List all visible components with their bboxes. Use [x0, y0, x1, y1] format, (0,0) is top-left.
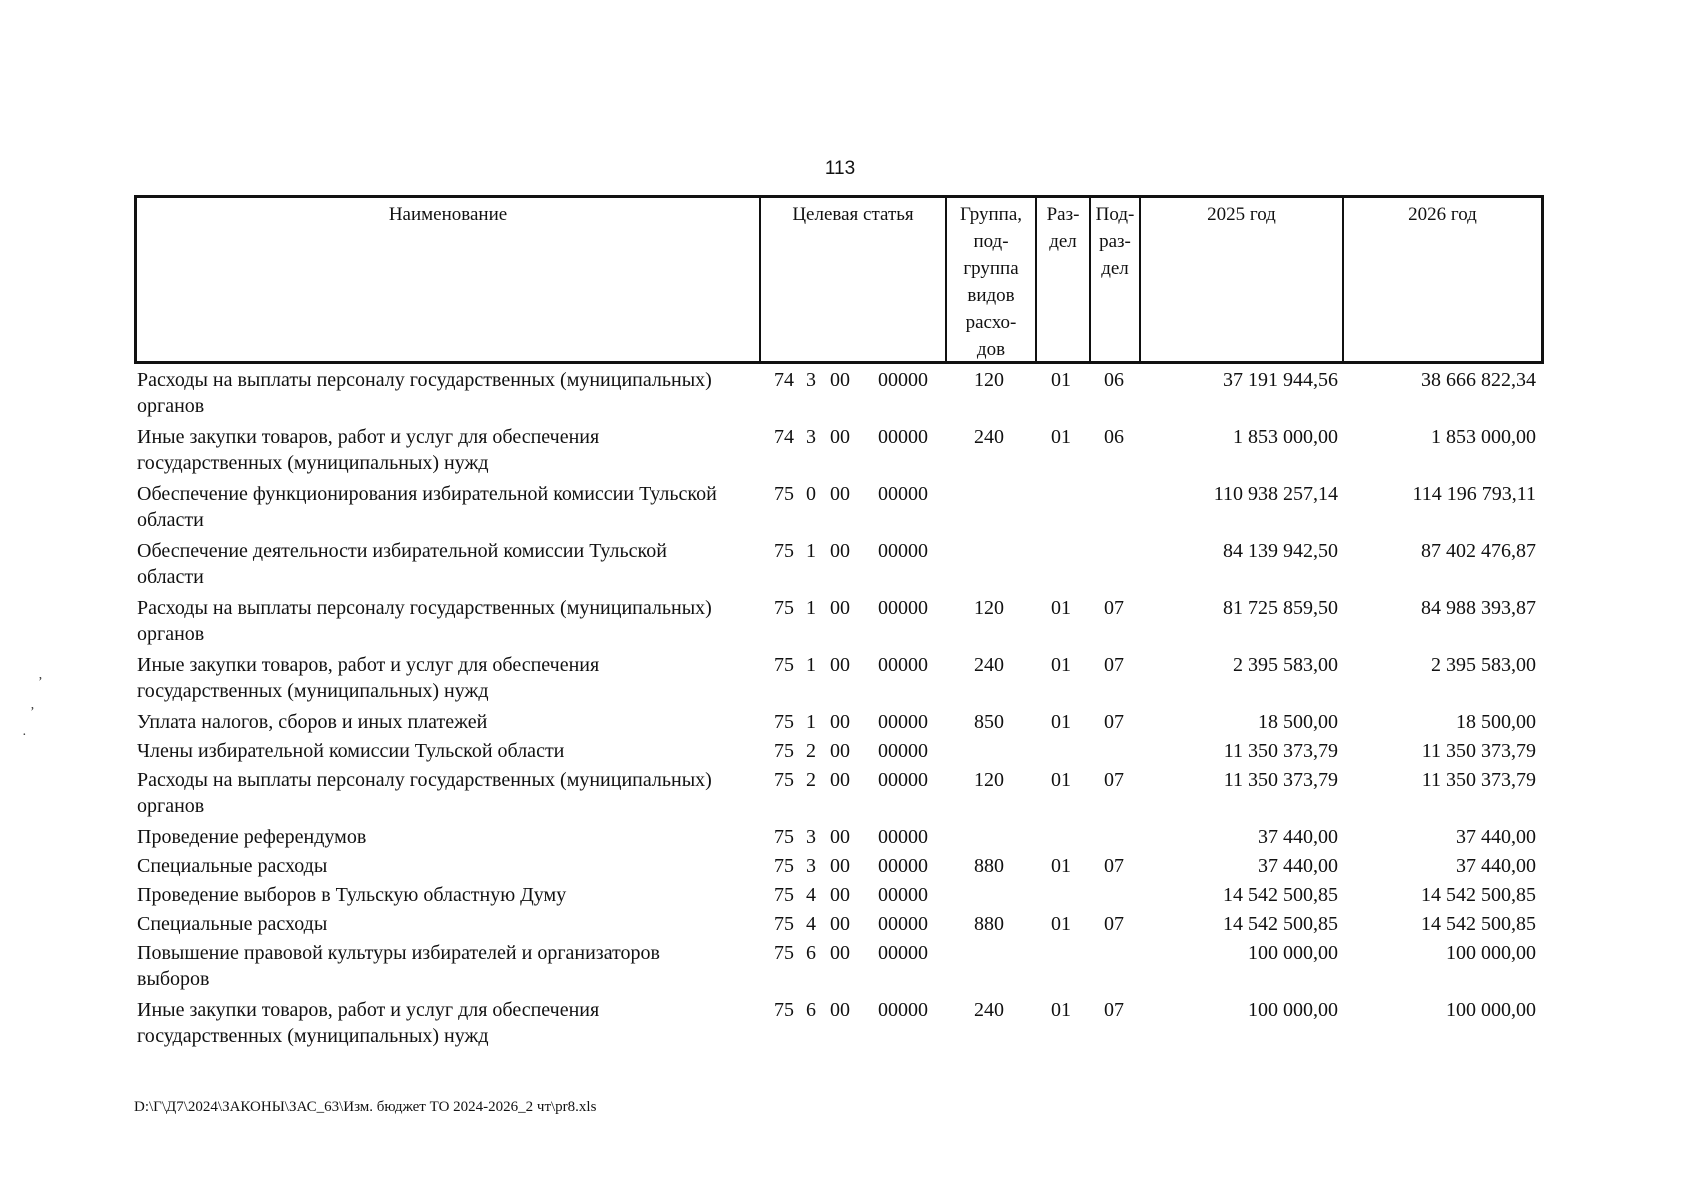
row-cell-grp: 240: [974, 426, 1004, 448]
row-cell-v2025: 11 350 373,79: [1223, 740, 1338, 762]
row-cell-c2: 3: [806, 369, 816, 391]
row-cell-c2: 2: [806, 740, 816, 762]
row-cell-c3: 00: [830, 597, 850, 619]
row-cell-c4: 00000: [878, 369, 928, 391]
header-section-line: дел: [1049, 231, 1077, 252]
row-cell-c2: 6: [806, 999, 816, 1021]
row-cell-sec: 01: [1051, 769, 1071, 791]
row-cell-c1: 75: [774, 999, 794, 1021]
row-cell-c2: 3: [806, 855, 816, 877]
row-cell-c1: 75: [774, 769, 794, 791]
table-row: [134, 366, 1544, 423]
table-row: [134, 423, 1544, 480]
row-cell-c2: 1: [806, 654, 816, 676]
row-cell-sec: 01: [1051, 855, 1071, 877]
table-row: [134, 537, 1544, 594]
footer-file-path: D:\Г\Д7\2024\ЗАКОНЫ\ЗАС_63\Изм. бюджет ТО 2024-2026_2 чт\pr8.xls: [134, 1099, 597, 1115]
table-header: [134, 195, 1544, 364]
table-row: [134, 480, 1544, 537]
row-cell-v2026: 100 000,00: [1446, 999, 1536, 1021]
row-cell-v2026: 37 440,00: [1456, 855, 1536, 877]
table-row: [134, 651, 1544, 708]
row-cell-sub: 07: [1104, 999, 1124, 1021]
row-cell-c2: 4: [806, 913, 816, 935]
table-row: [134, 996, 1544, 1053]
row-cell-c2: 3: [806, 426, 816, 448]
header-2026-label: 2026 год: [1408, 204, 1477, 225]
row-cell-v2026: 14 542 500,85: [1421, 913, 1536, 935]
row-cell-sec: 01: [1051, 999, 1071, 1021]
row-cell-c1: 75: [774, 483, 794, 505]
row-name: Иные закупки товаров, работ и услуг для обеспечения государственных (муниципальных) нужд: [137, 999, 600, 1047]
header-subsection: [1091, 198, 1141, 361]
row-cell-v2026: 100 000,00: [1446, 942, 1536, 964]
row-cell-c3: 00: [830, 426, 850, 448]
row-name: Иные закупки товаров, работ и услуг для обеспечения государственных (муниципальных) нужд: [137, 654, 600, 702]
row-name: Члены избирательной комиссии Тульской области: [137, 740, 565, 762]
header-subsection-line: дел: [1101, 258, 1129, 279]
row-cell-v2026: 14 542 500,85: [1421, 884, 1536, 906]
row-cell-sec: 01: [1051, 426, 1071, 448]
row-cell-c4: 00000: [878, 711, 928, 733]
row-cell-c1: 75: [774, 942, 794, 964]
row-name: Иные закупки товаров, работ и услуг для обеспечения государственных (муниципальных) нужд: [137, 426, 600, 474]
scan-speck: ·: [22, 728, 27, 743]
row-name: Расходы на выплаты персоналу государственных (муниципальных) органов: [137, 769, 712, 817]
row-cell-c3: 00: [830, 769, 850, 791]
header-name-label: Наименование: [388, 204, 508, 225]
row-cell-c2: 1: [806, 540, 816, 562]
row-cell-c1: 75: [774, 855, 794, 877]
row-name: Проведение выборов в Тульскую областную Думу: [137, 884, 567, 906]
row-cell-c3: 00: [830, 999, 850, 1021]
row-cell-grp: 880: [974, 855, 1004, 877]
row-cell-c4: 00000: [878, 769, 928, 791]
row-cell-c4: 00000: [878, 654, 928, 676]
row-cell-c3: 00: [830, 654, 850, 676]
table-row: [134, 708, 1544, 737]
row-cell-c3: 00: [830, 855, 850, 877]
row-cell-sec: 01: [1051, 369, 1071, 391]
header-target: [761, 198, 947, 361]
row-cell-c1: 75: [774, 913, 794, 935]
row-cell-v2025: 84 139 942,50: [1223, 540, 1338, 562]
header-group-line: под-: [973, 231, 1009, 252]
header-subsection-line: раз-: [1099, 231, 1131, 252]
table-row: [134, 823, 1544, 852]
row-name: Обеспечение деятельности избирательной комиссии Тульской области: [137, 540, 667, 588]
row-cell-c2: 3: [806, 826, 816, 848]
header-group-line: Группа,: [959, 204, 1023, 225]
row-cell-grp: 880: [974, 913, 1004, 935]
scan-speck: ʼ: [30, 705, 35, 720]
row-cell-c2: 0: [806, 483, 816, 505]
row-cell-sec: 01: [1051, 654, 1071, 676]
row-cell-v2026: 1 853 000,00: [1431, 426, 1536, 448]
row-cell-v2025: 14 542 500,85: [1223, 884, 1338, 906]
row-cell-c4: 00000: [878, 426, 928, 448]
row-cell-grp: 240: [974, 654, 1004, 676]
row-cell-v2025: 100 000,00: [1248, 999, 1338, 1021]
row-cell-v2026: 87 402 476,87: [1421, 540, 1536, 562]
row-cell-c1: 75: [774, 740, 794, 762]
row-cell-c1: 75: [774, 654, 794, 676]
row-cell-sec: 01: [1051, 597, 1071, 619]
row-cell-c2: 1: [806, 711, 816, 733]
row-cell-c4: 00000: [878, 855, 928, 877]
row-cell-grp: 120: [974, 369, 1004, 391]
row-cell-sec: 01: [1051, 913, 1071, 935]
row-cell-v2025: 100 000,00: [1248, 942, 1338, 964]
row-cell-v2026: 11 350 373,79: [1421, 740, 1536, 762]
table-row: [134, 766, 1544, 823]
table-row: [134, 939, 1544, 996]
header-group: [947, 198, 1037, 361]
row-cell-sec: 01: [1051, 711, 1071, 733]
row-cell-sub: 07: [1104, 597, 1124, 619]
header-2025-label: 2025 год: [1207, 204, 1276, 225]
row-cell-grp: 240: [974, 999, 1004, 1021]
row-name: Специальные расходы: [137, 855, 328, 877]
row-cell-v2025: 37 191 944,56: [1223, 369, 1338, 391]
row-cell-v2025: 18 500,00: [1258, 711, 1338, 733]
row-cell-c2: 4: [806, 884, 816, 906]
row-name: Повышение правовой культуры избирателей и организаторов выборов: [137, 942, 660, 990]
row-cell-c3: 00: [830, 884, 850, 906]
row-name: Проведение референдумов: [137, 826, 367, 848]
row-cell-c4: 00000: [878, 913, 928, 935]
row-cell-c2: 2: [806, 769, 816, 791]
row-cell-c1: 75: [774, 711, 794, 733]
row-cell-v2025: 14 542 500,85: [1223, 913, 1338, 935]
table-row: [134, 852, 1544, 881]
table-row: [134, 737, 1544, 766]
row-cell-c4: 00000: [878, 597, 928, 619]
row-name: Расходы на выплаты персоналу государственных (муниципальных) органов: [137, 597, 712, 645]
header-section: [1037, 198, 1091, 361]
header-group-line: видов: [967, 285, 1015, 306]
scan-speck: ʼ: [38, 675, 43, 690]
row-cell-c4: 00000: [878, 942, 928, 964]
table-row: [134, 881, 1544, 910]
row-cell-c2: 6: [806, 942, 816, 964]
row-cell-sub: 07: [1104, 711, 1124, 733]
header-section-line: Раз-: [1046, 204, 1080, 225]
row-cell-v2025: 11 350 373,79: [1223, 769, 1338, 791]
header-group-line: дов: [976, 339, 1006, 360]
table-row: [134, 594, 1544, 651]
row-cell-v2026: 38 666 822,34: [1421, 369, 1536, 391]
row-cell-grp: 850: [974, 711, 1004, 733]
row-cell-c1: 75: [774, 884, 794, 906]
row-cell-v2025: 1 853 000,00: [1233, 426, 1338, 448]
row-cell-c3: 00: [830, 711, 850, 733]
table-body: [134, 366, 1544, 1053]
row-cell-c4: 00000: [878, 999, 928, 1021]
row-cell-c3: 00: [830, 369, 850, 391]
row-cell-c1: 75: [774, 540, 794, 562]
row-cell-v2026: 37 440,00: [1456, 826, 1536, 848]
row-cell-grp: 120: [974, 769, 1004, 791]
header-2026: [1344, 198, 1541, 361]
header-target-label: Целевая статья: [792, 204, 914, 225]
row-cell-c3: 00: [830, 540, 850, 562]
table-row: [134, 910, 1544, 939]
row-cell-v2026: 2 395 583,00: [1431, 654, 1536, 676]
row-cell-v2026: 18 500,00: [1456, 711, 1536, 733]
page-number: 113: [824, 158, 856, 179]
row-cell-c4: 00000: [878, 540, 928, 562]
row-cell-v2026: 11 350 373,79: [1421, 769, 1536, 791]
row-cell-c4: 00000: [878, 483, 928, 505]
row-cell-c1: 74: [774, 369, 794, 391]
header-group-line: расхо-: [965, 312, 1017, 333]
row-cell-c3: 00: [830, 913, 850, 935]
header-subsection-line: Под-: [1095, 204, 1135, 225]
row-cell-grp: 120: [974, 597, 1004, 619]
row-cell-sub: 07: [1104, 654, 1124, 676]
header-name: [137, 198, 761, 361]
row-cell-sub: 07: [1104, 913, 1124, 935]
row-cell-c3: 00: [830, 740, 850, 762]
header-2025: [1141, 198, 1344, 361]
row-cell-c3: 00: [830, 483, 850, 505]
row-cell-v2025: 2 395 583,00: [1233, 654, 1338, 676]
row-name: Специальные расходы: [137, 913, 328, 935]
row-cell-c3: 00: [830, 942, 850, 964]
row-cell-c4: 00000: [878, 740, 928, 762]
row-name: Расходы на выплаты персоналу государственных (муниципальных) органов: [137, 369, 712, 417]
row-cell-sub: 06: [1104, 426, 1124, 448]
row-cell-sub: 06: [1104, 369, 1124, 391]
header-group-line: группа: [963, 258, 1019, 279]
row-cell-c4: 00000: [878, 826, 928, 848]
row-cell-v2025: 37 440,00: [1258, 855, 1338, 877]
row-name: Обеспечение функционирования избирательной комиссии Тульской области: [137, 483, 717, 531]
row-cell-c2: 1: [806, 597, 816, 619]
row-cell-v2025: 81 725 859,50: [1223, 597, 1338, 619]
row-name: Уплата налогов, сборов и иных платежей: [137, 711, 488, 733]
row-cell-sub: 07: [1104, 855, 1124, 877]
row-cell-c1: 75: [774, 597, 794, 619]
row-cell-c3: 00: [830, 826, 850, 848]
row-cell-c4: 00000: [878, 884, 928, 906]
row-cell-c1: 74: [774, 426, 794, 448]
row-cell-v2026: 84 988 393,87: [1421, 597, 1536, 619]
row-cell-v2025: 110 938 257,14: [1213, 483, 1338, 505]
row-cell-v2026: 114 196 793,11: [1412, 483, 1536, 505]
row-cell-v2025: 37 440,00: [1258, 826, 1338, 848]
row-cell-sub: 07: [1104, 769, 1124, 791]
row-cell-c1: 75: [774, 826, 794, 848]
